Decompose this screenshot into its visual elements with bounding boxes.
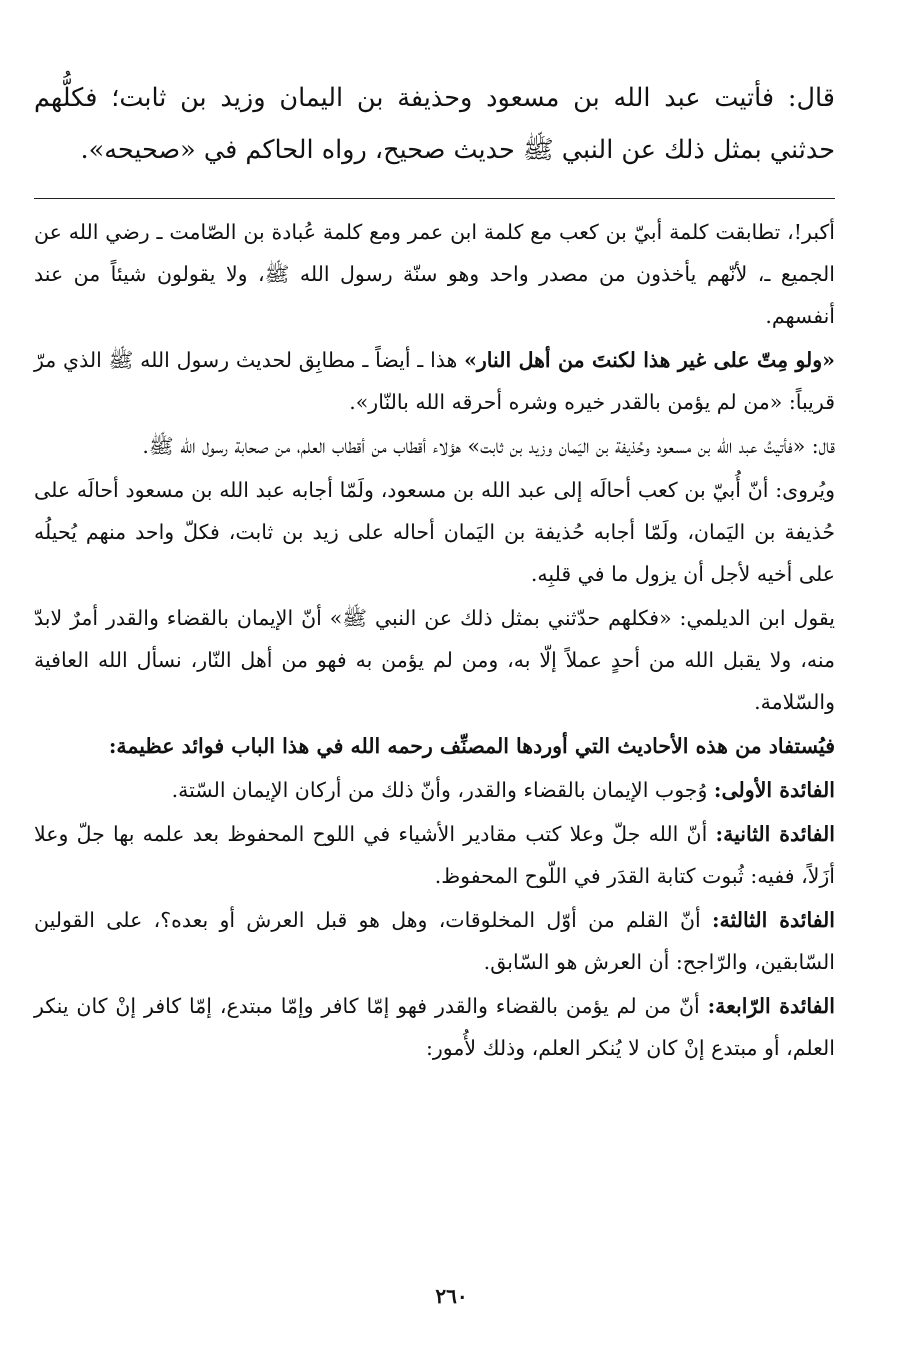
paragraph-6 — [34, 725, 835, 767]
benefit-heading: الفائدة الرّابعة: — [707, 994, 835, 1018]
benefit-3 — [34, 899, 835, 983]
paragraph-bold: فيُستفاد من هذه الأحاديث التي أوردها المصنِّف رحمه الله في هذا الباب فوائد عظيمة: — [108, 734, 835, 758]
hadith-text: قال: فأتيت عبد الله بن مسعود وحذيفة بن اليمان وزيد بن ثابت؛ فكلُّهم حدثني بمثل ذلك عن النبي ﷺ حديث صحيح، رواه الحاكم في «صحيحه». — [34, 83, 835, 165]
benefit-4 — [34, 985, 835, 1069]
paragraph-bold: «ولو مِتّ على غير هذا لكنتَ من أهل النار» — [464, 348, 835, 372]
paragraph-text: يقول ابن الديلمي: «فكلهم حدّثني بمثل ذلك عن النبي ﷺ» أنّ الإيمان بالقضاء والقدر أمرٌ لابدّ منه، ولا يقبل الله من أحدٍ عملاً إلّا به، ومن لم يؤمن به فهو من أهل النّار، نسأل الله العافية والسّلامة. — [34, 606, 835, 714]
commentary-body — [34, 211, 835, 1069]
benefit-text: أنّ الله جلّ وعلا كتب مقادير الأشياء في اللوح المحفوظ بعد علمه بها جلّ وعلا أزَلاً، ففيه: ثُبوت كتابة القدَر في اللّوح المحفوظ. — [34, 822, 835, 888]
paragraph-2 — [34, 339, 835, 423]
benefit-text: أنّ من لم يؤمن بالقضاء والقدر فهو إمّا كافر وإمّا مبتدع، إمّا كافر إنْ كان ينكر العلم، أو مبتدع إنْ كان لا يُنكر العلم، وذلك لأُمور: — [34, 994, 835, 1060]
paragraph-4 — [34, 469, 835, 595]
paragraph-text: هذا ـ أيضاً ـ مطابِق لحديث رسول الله ﷺ الذي مرّ قريباً: «من لم يؤمن بالقدر خيره وشره أحرقه الله بالنّار». — [34, 348, 835, 414]
benefit-text: وُجوب الإيمان بالقضاء والقدر، وأنّ ذلك من أركان الإيمان السّتة. — [171, 778, 714, 802]
paragraph-text: قال: «فأتيتُ عبد الله بن مسعود وحُذيفة بن اليَمان وزيد بن ثابت» هؤلاء أقطاب من أقطاب العلم، من صحابة رسول الله ﷺ. — [142, 434, 835, 458]
benefit-2 — [34, 813, 835, 897]
benefit-heading: الفائدة الثالثة: — [711, 908, 836, 932]
footnote-divider — [34, 198, 835, 199]
paragraph-1 — [34, 211, 835, 337]
paragraph-3 — [34, 425, 835, 467]
paragraph-text: أكبر!، تطابقت كلمة أبيّ بن كعب مع كلمة ابن عمر ومع كلمة عُبادة بن الصّامت ـ رضي الله عن الجميع ـ، لأنّهم يأخذون من مصدر واحد وهو سنّة رسول الله ﷺ، ولا يقولون شيئاً من عند أنفسهم. — [34, 220, 835, 328]
benefit-heading: الفائدة الثانية: — [715, 822, 835, 846]
benefit-heading: الفائدة الأولى: — [713, 778, 835, 802]
page-number: ٢٦٠ — [435, 1284, 468, 1308]
paragraph-text: ويُروى: أنّ أُبيّ بن كعب أحالَه إلى عبد الله بن مسعود، ولَمّا أجابه عبد الله بن مسعود أحالَه على حُذيفة بن اليَمان، ولَمّا أجابه حُذيفة بن اليَمان أحاله على زيد بن ثابت، فكلّ واحد منهم يُحيلُه على أخيه لأجل أن يزول ما في قلبِه. — [34, 478, 835, 586]
benefit-text: أنّ القلم من أوّل المخلوقات، وهل هو قبل العرش أو بعده؟، على القولين السّابقين، والرّاجح: أن العرش هو السّابق. — [34, 908, 835, 974]
benefit-1 — [34, 769, 835, 811]
paragraph-5 — [34, 597, 835, 723]
